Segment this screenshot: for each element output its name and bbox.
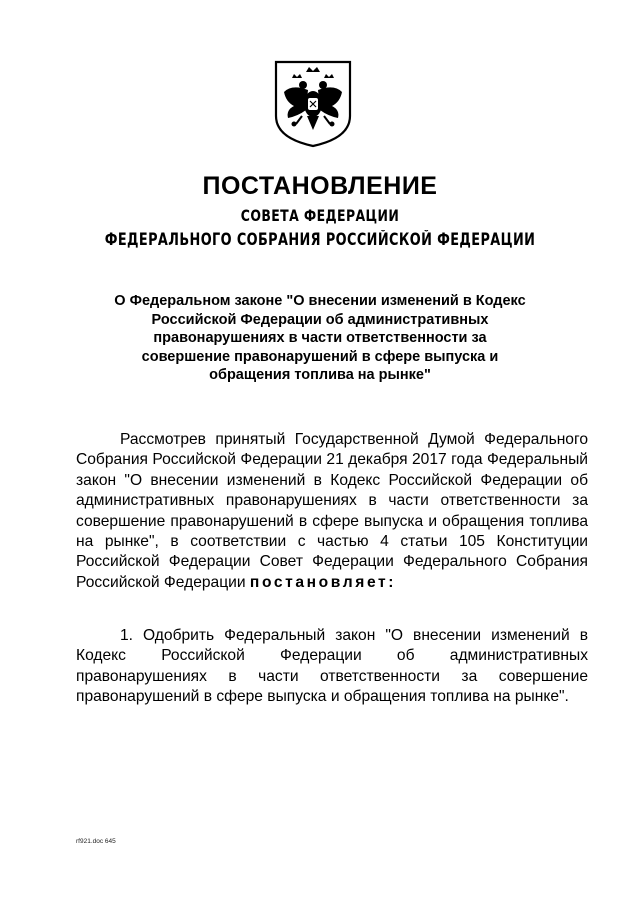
coat-of-arms-russia-icon: [272, 58, 354, 148]
preamble-text: Рассмотрев принятый Государственной Думой Федерального Собрания Российской Федерации 21 декабря 2017 года Федеральный закон "О внесении изменений в Кодекс Российской Федерации об административных правонарушениях в части ответственности за совершение правонарушений в сфере выпуска и обращения топлива на рынке", в соответствии с частью 4 статьи 105 Конституции Российской Федерации Совет Федерации Федерального Собрания Российской Федерации: [76, 431, 588, 591]
decides-word: постановляет:: [249, 573, 397, 591]
document-subject: О Федеральном законе "О внесении изменений в Кодекс Российской Федерации об административных правонарушениях в части ответственности за совершение правонарушений в сфере выпуска и обращения топлива на рынке": [114, 293, 526, 383]
document-type-title: ПОСТАНОВЛЕНИЕ: [202, 172, 438, 200]
resolution-item-1: [76, 626, 588, 708]
issuer-line-1: СОВЕТА ФЕДЕРАЦИИ: [240, 206, 400, 225]
preamble-paragraph: [76, 430, 588, 593]
issuer-line-2: ФЕДЕРАЛЬНОГО СОБРАНИЯ РОССИЙСКОЙ ФЕДЕРАЦИИ: [104, 230, 536, 249]
resolution-item-1-text: 1. Одобрить Федеральный закон "О внесении изменений в Кодекс Российской Федерации об административных правонарушениях в части ответственности за совершение правонарушений в сфере выпуска и обращения топлива на рынке".: [76, 627, 588, 706]
file-code: rf921.doc 645: [76, 838, 116, 845]
